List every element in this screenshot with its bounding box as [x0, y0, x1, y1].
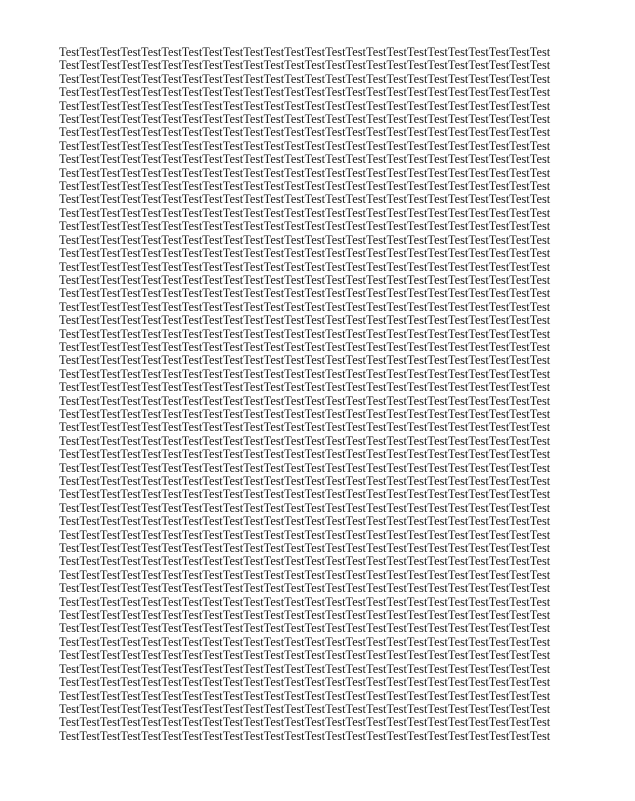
text-line: TestTestTestTestTestTestTestTestTestTestTestTestTestTestTestTestTestTestTestTestTestTestTestTest	[59, 648, 551, 663]
text-line: TestTestTestTestTestTestTestTestTestTestTestTestTestTestTestTestTestTestTestTestTestTestTestTest	[59, 500, 551, 515]
text-line: TestTestTestTestTestTestTestTestTestTestTestTestTestTestTestTestTestTestTestTestTestTestTestTest	[59, 45, 551, 59]
text-line: TestTestTestTestTestTestTestTestTestTestTestTestTestTestTestTestTestTestTestTestTestTestTestTest	[59, 112, 551, 127]
text-line: TestTestTestTestTestTestTestTestTestTestTestTestTestTestTestTestTestTestTestTestTestTestTestTest	[59, 219, 551, 234]
text-line: TestTestTestTestTestTestTestTestTestTestTestTestTestTestTestTestTestTestTestTestTestTestTestTest	[59, 675, 551, 690]
text-line: TestTestTestTestTestTestTestTestTestTestTestTestTestTestTestTestTestTestTestTestTestTestTestTest	[59, 581, 551, 596]
text-line: TestTestTestTestTestTestTestTestTestTestTestTestTestTestTestTestTestTestTestTestTestTestTestTest	[59, 728, 551, 743]
text-line: TestTestTestTestTestTestTestTestTestTestTestTestTestTestTestTestTestTestTestTestTestTestTestTest	[59, 380, 551, 395]
text-line: TestTestTestTestTestTestTestTestTestTestTestTestTestTestTestTestTestTestTestTestTestTestTestTest	[59, 474, 551, 488]
text-line: TestTestTestTestTestTestTestTestTestTestTestTestTestTestTestTestTestTestTestTestTestTestTestTest	[59, 460, 551, 475]
text-line: TestTestTestTestTestTestTestTestTestTestTestTestTestTestTestTestTestTestTestTestTestTestTestTest	[59, 246, 551, 261]
text-line: TestTestTestTestTestTestTestTestTestTestTestTestTestTestTestTestTestTestTestTestTestTestTestTest	[59, 701, 551, 716]
text-line: TestTestTestTestTestTestTestTestTestTestTestTestTestTestTestTestTestTestTestTestTestTestTestTest	[59, 272, 551, 287]
text-line: TestTestTestTestTestTestTestTestTestTestTestTestTestTestTestTestTestTestTestTestTestTestTestTest	[59, 594, 551, 609]
text-line: TestTestTestTestTestTestTestTestTestTestTestTestTestTestTestTestTestTestTestTestTestTestTestTest	[59, 326, 551, 341]
text-line: TestTestTestTestTestTestTestTestTestTestTestTestTestTestTestTestTestTestTestTestTestTestTestTest	[59, 527, 551, 542]
document-text-block	[59, 46, 550, 743]
text-line: TestTestTestTestTestTestTestTestTestTestTestTestTestTestTestTestTestTestTestTestTestTestTestTest	[59, 353, 551, 368]
text-line: TestTestTestTestTestTestTestTestTestTestTestTestTestTestTestTestTestTestTestTestTestTestTestTest	[59, 205, 551, 220]
text-line: TestTestTestTestTestTestTestTestTestTestTestTestTestTestTestTestTestTestTestTestTestTestTestTest	[59, 339, 551, 354]
text-line: TestTestTestTestTestTestTestTestTestTestTestTestTestTestTestTestTestTestTestTestTestTestTestTest	[59, 152, 551, 167]
text-line: TestTestTestTestTestTestTestTestTestTestTestTestTestTestTestTestTestTestTestTestTestTestTestTest	[59, 608, 551, 623]
text-line: TestTestTestTestTestTestTestTestTestTestTestTestTestTestTestTestTestTestTestTestTestTestTestTest	[59, 299, 551, 314]
text-line: TestTestTestTestTestTestTestTestTestTestTestTestTestTestTestTestTestTestTestTestTestTestTestTest	[59, 420, 551, 435]
text-line: TestTestTestTestTestTestTestTestTestTestTestTestTestTestTestTestTestTestTestTestTestTestTestTest	[59, 232, 551, 247]
text-line: TestTestTestTestTestTestTestTestTestTestTestTestTestTestTestTestTestTestTestTestTestTestTestTest	[59, 514, 551, 529]
text-line: TestTestTestTestTestTestTestTestTestTestTestTestTestTestTestTestTestTestTestTestTestTestTestTest	[59, 313, 551, 328]
text-line: TestTestTestTestTestTestTestTestTestTestTestTestTestTestTestTestTestTestTestTestTestTestTestTest	[59, 661, 551, 676]
text-line: TestTestTestTestTestTestTestTestTestTestTestTestTestTestTestTestTestTestTestTestTestTestTestTest	[59, 393, 551, 408]
text-line: TestTestTestTestTestTestTestTestTestTestTestTestTestTestTestTestTestTestTestTestTestTestTestTest	[59, 98, 551, 113]
text-line: TestTestTestTestTestTestTestTestTestTestTestTestTestTestTestTestTestTestTestTestTestTestTestTest	[59, 715, 551, 730]
text-line: TestTestTestTestTestTestTestTestTestTestTestTestTestTestTestTestTestTestTestTestTestTestTestTest	[59, 125, 551, 140]
text-line: TestTestTestTestTestTestTestTestTestTestTestTestTestTestTestTestTestTestTestTestTestTestTestTest	[59, 487, 551, 502]
text-line: TestTestTestTestTestTestTestTestTestTestTestTestTestTestTestTestTestTestTestTestTestTestTestTest	[59, 58, 551, 73]
text-line: TestTestTestTestTestTestTestTestTestTestTestTestTestTestTestTestTestTestTestTestTestTestTestTest	[59, 71, 551, 86]
text-line: TestTestTestTestTestTestTestTestTestTestTestTestTestTestTestTestTestTestTestTestTestTestTestTest	[59, 567, 551, 582]
text-line: TestTestTestTestTestTestTestTestTestTestTestTestTestTestTestTestTestTestTestTestTestTestTestTest	[59, 634, 551, 649]
text-line: TestTestTestTestTestTestTestTestTestTestTestTestTestTestTestTestTestTestTestTestTestTestTestTest	[59, 165, 551, 180]
text-line: TestTestTestTestTestTestTestTestTestTestTestTestTestTestTestTestTestTestTestTestTestTestTestTest	[59, 433, 551, 448]
text-line: TestTestTestTestTestTestTestTestTestTestTestTestTestTestTestTestTestTestTestTestTestTestTestTest	[59, 621, 551, 636]
text-line: TestTestTestTestTestTestTestTestTestTestTestTestTestTestTestTestTestTestTestTestTestTestTestTest	[59, 259, 551, 274]
text-line: TestTestTestTestTestTestTestTestTestTestTestTestTestTestTestTestTestTestTestTestTestTestTestTest	[59, 192, 551, 207]
text-line: TestTestTestTestTestTestTestTestTestTestTestTestTestTestTestTestTestTestTestTestTestTestTestTest	[59, 688, 551, 703]
text-line: TestTestTestTestTestTestTestTestTestTestTestTestTestTestTestTestTestTestTestTestTestTestTestTest	[59, 286, 551, 301]
text-line: TestTestTestTestTestTestTestTestTestTestTestTestTestTestTestTestTestTestTestTestTestTestTestTest	[59, 85, 551, 100]
text-line: TestTestTestTestTestTestTestTestTestTestTestTestTestTestTestTestTestTestTestTestTestTestTestTest	[59, 541, 551, 556]
text-line: TestTestTestTestTestTestTestTestTestTestTestTestTestTestTestTestTestTestTestTestTestTestTestTest	[59, 554, 551, 569]
text-line: TestTestTestTestTestTestTestTestTestTestTestTestTestTestTestTestTestTestTestTestTestTestTestTest	[59, 138, 551, 153]
text-line: TestTestTestTestTestTestTestTestTestTestTestTestTestTestTestTestTestTestTestTestTestTestTestTest	[59, 366, 551, 381]
text-line: TestTestTestTestTestTestTestTestTestTestTestTestTestTestTestTestTestTestTestTestTestTestTestTest	[59, 447, 551, 462]
text-line: TestTestTestTestTestTestTestTestTestTestTestTestTestTestTestTestTestTestTestTestTestTestTestTest	[59, 179, 551, 194]
text-line: TestTestTestTestTestTestTestTestTestTestTestTestTestTestTestTestTestTestTestTestTestTestTestTest	[59, 406, 551, 421]
